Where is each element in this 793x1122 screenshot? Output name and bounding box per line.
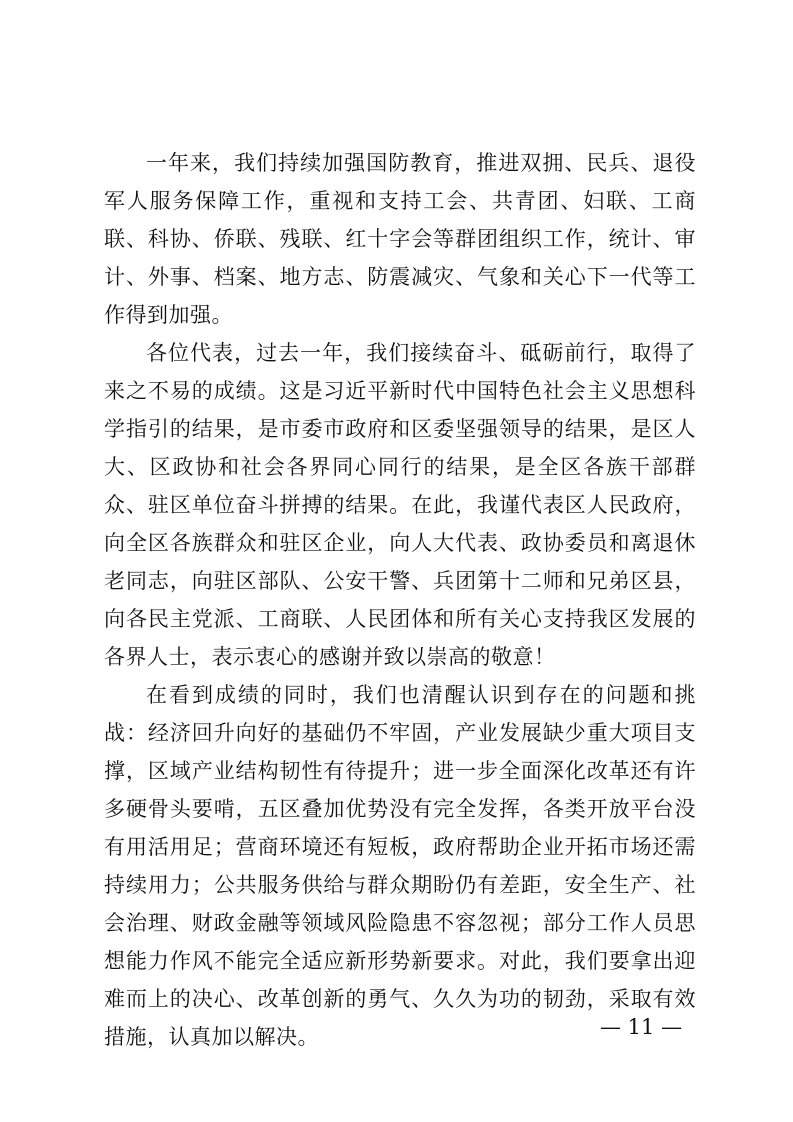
paragraph-1: 一年来，我们持续加强国防教育，推进双拥、民兵、退役军人服务保障工作，重视和支持工会、共青团、妇联、工商联、科协、侨联、残联、红十字会等群团组织工作，统计、审计、外事、档案、地方志、防震减灾、气象和关心下一代等工作得到加强。: [104, 151, 696, 327]
document-body: [104, 144, 696, 1056]
paragraph-2: 各位代表，过去一年，我们接续奋斗、砥砺前行，取得了来之不易的成绩。这是习近平新时代中国特色社会主义思想科学指引的结果，是市委市政府和区委坚强领导的结果，是区人大、区政协和社会各界同心同行的结果，是全区各族干部群众、驻区单位奋斗拼搏的结果。在此，我谨代表区人民政府，向全区各族群众和驻区企业，向人大代表、政协委员和离退休老同志，向驻区部队、公安干警、兵团第十二师和兄弟区县，向各民主党派、工商联、人民团体和所有关心支持我区发展的各界人士，表示衷心的感谢并致以崇高的敬意！: [104, 341, 696, 669]
paragraph-3: 在看到成绩的同时，我们也清醒认识到存在的问题和挑战：经济回升向好的基础仍不牢固，产业发展缺少重大项目支撑，区域产业结构韧性有待提升；进一步全面深化改革还有许多硬骨头要啃，五区叠加优势没有完全发挥，各类开放平台没有用活用足；营商环境还有短板，政府帮助企业开拓市场还需持续用力；公共服务供给与群众期盼仍有差距，安全生产、社会治理、财政金融等领域风险隐患不容忽视；部分工作人员思想能力作风不能完全适应新形势新要求。对此，我们要拿出迎难而上的决心、改革创新的勇气、久久为功的韧劲，采取有效措施，认真加以解决。: [104, 683, 696, 1049]
page-number: — 11 —: [600, 1015, 683, 1039]
